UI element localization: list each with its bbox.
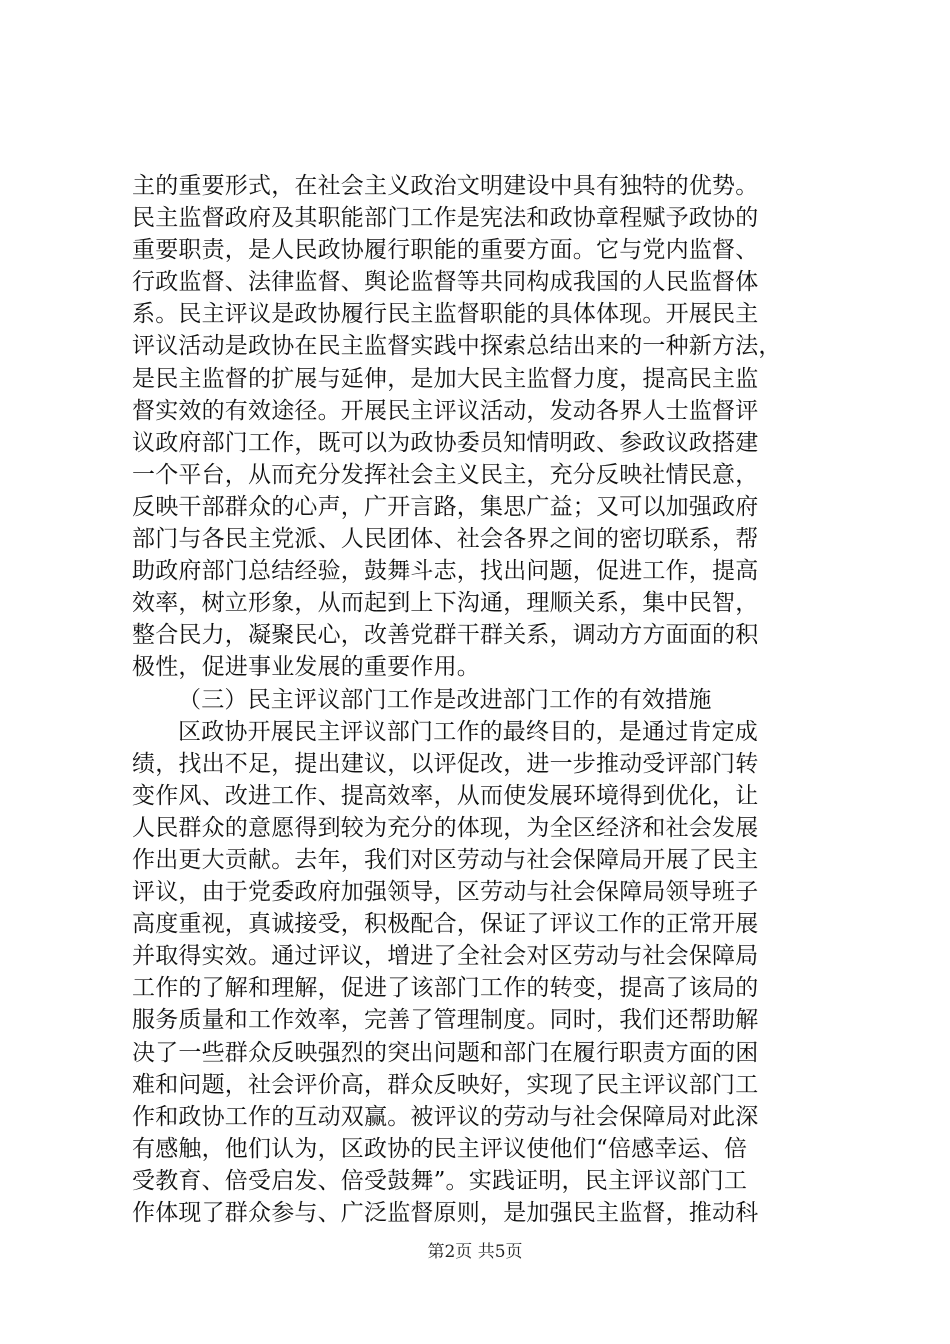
text-line: 作和政协工作的互动双赢。被评议的劳动与社会保障局对此深 [132, 1103, 759, 1130]
text-line: 反映干部群众的心声，广开言路，集思广益；又可以加强政府 [132, 493, 759, 520]
text-line: 变作风、改进工作、提高效率，从而使发展环境得到优化，让 [132, 782, 759, 809]
text-line: 极性，促进事业发展的重要作用。 [132, 654, 480, 681]
text-line: 议政府部门工作，既可以为政协委员知情明政、参政议政搭建 [132, 429, 759, 456]
text-line: 作体现了群众参与、广泛监督原则，是加强民主监督，推动科 [132, 1200, 759, 1226]
text-line: 重要职责，是人民政协履行职能的重要方面。它与党内监督、 [132, 237, 759, 264]
text-line: 评议活动是政协在民主监督实践中探索总结出来的一种新方法， [132, 333, 782, 360]
section-heading: （三）民主评议部门工作是改进部门工作的有效措施 [178, 686, 712, 713]
paragraph-first-line: 区政协开展民主评议部门工作的最终目的，是通过肯定成 [178, 718, 758, 745]
text-line: 评议，由于党委政府加强领导，区劳动与社会保障局领导班子 [132, 879, 759, 906]
text-line: 作出更大贡献。去年，我们对区劳动与社会保障局开展了民主 [132, 846, 759, 873]
text-line: 助政府部门总结经验，鼓舞斗志，找出问题，促进工作，提高 [132, 558, 759, 585]
text-line: 系。民主评议是政协履行民主监督职能的具体体现。开展民主 [132, 301, 759, 328]
text-line: 整合民力，凝聚民心，改善党群干群关系，调动方方面面的积 [132, 622, 759, 649]
body-text [132, 170, 832, 1229]
text-line: 人民群众的意愿得到较为充分的体现，为全区经济和社会发展 [132, 814, 759, 841]
text-line: 服务质量和工作效率，完善了管理制度。同时，我们还帮助解 [132, 1007, 759, 1034]
text-line: 有感触，他们认为，区政协的民主评议使他们“倍感幸运、倍 [132, 1135, 748, 1162]
text-line: 决了一些群众反映强烈的突出问题和部门在履行职责方面的困 [132, 1039, 759, 1066]
text-line: 民主监督政府及其职能部门工作是宪法和政协章程赋予政协的 [132, 205, 759, 232]
page-number-footer: 第2页 共5页 [427, 1242, 523, 1262]
text-line: 难和问题，社会评价高，群众反映好，实现了民主评议部门工 [132, 1071, 759, 1098]
text-line: 工作的了解和理解，促进了该部门工作的转变，提高了该局的 [132, 975, 759, 1002]
text-line: 绩，找出不足，提出建议，以评促改，进一步推动受评部门转 [132, 750, 759, 777]
text-line: 一个平台，从而充分发挥社会主义民主，充分反映社情民意， [132, 461, 759, 488]
text-line: 部门与各民主党派、人民团体、社会各界之间的密切联系，帮 [132, 526, 759, 553]
text-line: 并取得实效。通过评议，增进了全社会对区劳动与社会保障局 [132, 943, 759, 970]
text-line: 主的重要形式，在社会主义政治文明建设中具有独特的优势。 [132, 173, 759, 199]
text-line: 行政监督、法律监督、舆论监督等共同构成我国的人民监督体 [132, 269, 759, 296]
text-line: 效率，树立形象，从而起到上下沟通，理顺关系，集中民智， [132, 590, 759, 617]
text-line: 是民主监督的扩展与延伸，是加大民主监督力度，提高民主监 [132, 365, 759, 392]
text-line: 督实效的有效途径。开展民主评议活动，发动各界人士监督评 [132, 397, 759, 424]
text-line: 受教育、倍受启发、倍受鼓舞”。实践证明，民主评议部门工 [132, 1167, 748, 1194]
text-line: 高度重视，真诚接受，积极配合，保证了评议工作的正常开展 [132, 911, 759, 938]
